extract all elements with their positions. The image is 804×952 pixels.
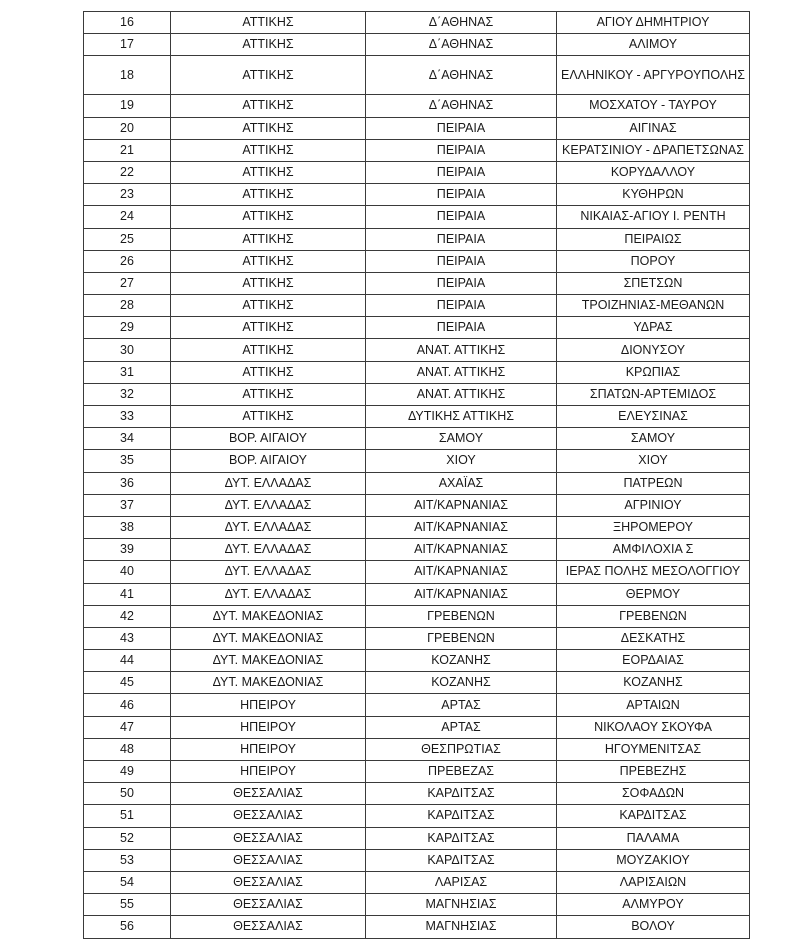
row-number-cell: 16 [84, 12, 171, 34]
region-cell: ΔΥΤ. ΕΛΛΑΔΑΣ [171, 494, 366, 516]
row-number-cell: 42 [84, 605, 171, 627]
regional-unit-cell: ΔΥΤΙΚΗΣ ΑΤΤΙΚΗΣ [366, 406, 557, 428]
regional-unit-cell: ΑΝΑΤ. ΑΤΤΙΚΗΣ [366, 361, 557, 383]
table-row [84, 605, 750, 627]
region-cell: ΔΥΤ. ΕΛΛΑΔΑΣ [171, 472, 366, 494]
table-row [84, 12, 750, 34]
municipality-cell: ΝΙΚΑΙΑΣ-ΑΓΙΟΥ Ι. ΡΕΝΤΗ [557, 206, 750, 228]
regional-unit-cell: ΠΕΙΡΑΙΑ [366, 161, 557, 183]
municipality-cell: ΘΕΡΜΟΥ [557, 583, 750, 605]
regional-unit-cell: ΑΝΑΤ. ΑΤΤΙΚΗΣ [366, 383, 557, 405]
municipalities-table [83, 11, 750, 939]
region-cell: ΔΥΤ. ΕΛΛΑΔΑΣ [171, 583, 366, 605]
table-row [84, 716, 750, 738]
table-row [84, 583, 750, 605]
row-number-cell: 45 [84, 672, 171, 694]
regional-unit-cell: ΜΑΓΝΗΣΙΑΣ [366, 916, 557, 938]
municipality-cell: ΚΑΡΔΙΤΣΑΣ [557, 805, 750, 827]
row-number-cell: 36 [84, 472, 171, 494]
municipality-cell: ΕΛΕΥΣΙΝΑΣ [557, 406, 750, 428]
table-row [84, 650, 750, 672]
region-cell: ΔΥΤ. ΜΑΚΕΔΟΝΙΑΣ [171, 672, 366, 694]
row-number-cell: 54 [84, 871, 171, 893]
row-number-cell: 55 [84, 894, 171, 916]
table-row [84, 694, 750, 716]
table-row [84, 206, 750, 228]
municipality-cell: ΑΙΓΙΝΑΣ [557, 117, 750, 139]
row-number-cell: 27 [84, 272, 171, 294]
regional-unit-cell: Δ΄ΑΘΗΝΑΣ [366, 12, 557, 34]
table-row [84, 450, 750, 472]
region-cell: ΑΤΤΙΚΗΣ [171, 250, 366, 272]
region-cell: ΑΤΤΙΚΗΣ [171, 161, 366, 183]
regional-unit-cell: ΣΑΜΟΥ [366, 428, 557, 450]
municipality-cell: ΕΟΡΔΑΙΑΣ [557, 650, 750, 672]
regional-unit-cell: ΠΕΙΡΑΙΑ [366, 272, 557, 294]
row-number-cell: 35 [84, 450, 171, 472]
regional-unit-cell: ΑΙΤ/ΚΑΡΝΑΝΙΑΣ [366, 583, 557, 605]
municipality-cell: ΒΟΛΟΥ [557, 916, 750, 938]
municipality-cell: ΜΟΣΧΑΤΟΥ - ΤΑΥΡΟΥ [557, 95, 750, 117]
row-number-cell: 17 [84, 34, 171, 56]
regional-unit-cell: ΚΑΡΔΙΤΣΑΣ [366, 849, 557, 871]
row-number-cell: 40 [84, 561, 171, 583]
row-number-cell: 38 [84, 516, 171, 538]
regional-unit-cell: ΠΡΕΒΕΖΑΣ [366, 761, 557, 783]
municipality-cell: ΑΡΤΑΙΩΝ [557, 694, 750, 716]
municipality-cell: ΑΛΜΥΡΟΥ [557, 894, 750, 916]
region-cell: ΔΥΤ. ΕΛΛΑΔΑΣ [171, 539, 366, 561]
regional-unit-cell: ΠΕΙΡΑΙΑ [366, 228, 557, 250]
municipality-cell: ΔΕΣΚΑΤΗΣ [557, 627, 750, 649]
regional-unit-cell: Δ΄ΑΘΗΝΑΣ [366, 34, 557, 56]
regional-unit-cell: ΛΑΡΙΣΑΣ [366, 871, 557, 893]
regional-unit-cell: ΠΕΙΡΑΙΑ [366, 206, 557, 228]
row-number-cell: 46 [84, 694, 171, 716]
row-number-cell: 23 [84, 184, 171, 206]
regional-unit-cell: Δ΄ΑΘΗΝΑΣ [366, 56, 557, 95]
municipality-cell: ΚΟΡΥΔΑΛΛΟΥ [557, 161, 750, 183]
regional-unit-cell: ΑΙΤ/ΚΑΡΝΑΝΙΑΣ [366, 539, 557, 561]
row-number-cell: 22 [84, 161, 171, 183]
region-cell: ΗΠΕΙΡΟΥ [171, 694, 366, 716]
regional-unit-cell: ΑΙΤ/ΚΑΡΝΑΝΙΑΣ [366, 494, 557, 516]
row-number-cell: 41 [84, 583, 171, 605]
table-row [84, 761, 750, 783]
municipality-cell: ΑΓΙΟΥ ΔΗΜΗΤΡΙΟΥ [557, 12, 750, 34]
region-cell: ΑΤΤΙΚΗΣ [171, 117, 366, 139]
region-cell: ΔΥΤ. ΕΛΛΑΔΑΣ [171, 516, 366, 538]
municipality-cell: ΣΠΕΤΣΩΝ [557, 272, 750, 294]
table-row [84, 627, 750, 649]
region-cell: ΘΕΣΣΑΛΙΑΣ [171, 894, 366, 916]
municipality-cell: ΜΟΥΖΑΚΙΟΥ [557, 849, 750, 871]
regional-unit-cell: ΑΝΑΤ. ΑΤΤΙΚΗΣ [366, 339, 557, 361]
municipality-cell: ΠΕΙΡΑΙΩΣ [557, 228, 750, 250]
region-cell: ΔΥΤ. ΜΑΚΕΔΟΝΙΑΣ [171, 605, 366, 627]
regional-unit-cell: ΑΙΤ/ΚΑΡΝΑΝΙΑΣ [366, 561, 557, 583]
municipality-cell: ΗΓΟΥΜΕΝΙΤΣΑΣ [557, 738, 750, 760]
table-row [84, 494, 750, 516]
row-number-cell: 50 [84, 783, 171, 805]
table-row [84, 250, 750, 272]
table-row [84, 827, 750, 849]
municipality-cell: ΠΟΡΟΥ [557, 250, 750, 272]
table-row [84, 34, 750, 56]
municipality-cell: ΤΡΟΙΖΗΝΙΑΣ-ΜΕΘΑΝΩΝ [557, 295, 750, 317]
table-row [84, 317, 750, 339]
regional-unit-cell: ΚΑΡΔΙΤΣΑΣ [366, 783, 557, 805]
regional-unit-cell: ΠΕΙΡΑΙΑ [366, 250, 557, 272]
row-number-cell: 24 [84, 206, 171, 228]
row-number-cell: 28 [84, 295, 171, 317]
region-cell: ΑΤΤΙΚΗΣ [171, 406, 366, 428]
regional-unit-cell: ΑΧΑΪΑΣ [366, 472, 557, 494]
region-cell: ΔΥΤ. ΕΛΛΑΔΑΣ [171, 561, 366, 583]
region-cell: ΗΠΕΙΡΟΥ [171, 716, 366, 738]
municipality-cell: ΚΕΡΑΤΣΙΝΙΟΥ - ΔΡΑΠΕΤΣΩΝΑΣ [557, 139, 750, 161]
municipality-cell: ΚΥΘΗΡΩΝ [557, 184, 750, 206]
row-number-cell: 31 [84, 361, 171, 383]
row-number-cell: 25 [84, 228, 171, 250]
municipality-cell: ΓΡΕΒΕΝΩΝ [557, 605, 750, 627]
region-cell: ΒΟΡ. ΑΙΓΑΙΟΥ [171, 450, 366, 472]
row-number-cell: 34 [84, 428, 171, 450]
row-number-cell: 53 [84, 849, 171, 871]
table-row [84, 56, 750, 95]
region-cell: ΑΤΤΙΚΗΣ [171, 361, 366, 383]
region-cell: ΑΤΤΙΚΗΣ [171, 139, 366, 161]
table-row [84, 672, 750, 694]
table-row [84, 428, 750, 450]
regional-unit-cell: ΓΡΕΒΕΝΩΝ [366, 605, 557, 627]
row-number-cell: 43 [84, 627, 171, 649]
regional-unit-cell: ΚΟΖΑΝΗΣ [366, 672, 557, 694]
municipality-cell: ΔΙΟΝΥΣΟΥ [557, 339, 750, 361]
table-row [84, 339, 750, 361]
region-cell: ΑΤΤΙΚΗΣ [171, 383, 366, 405]
table-row [84, 95, 750, 117]
table-row [84, 117, 750, 139]
table-row [84, 738, 750, 760]
table-row [84, 783, 750, 805]
municipality-cell: ΣΠΑΤΩΝ-ΑΡΤΕΜΙΔΟΣ [557, 383, 750, 405]
region-cell: ΔΥΤ. ΜΑΚΕΔΟΝΙΑΣ [171, 650, 366, 672]
row-number-cell: 52 [84, 827, 171, 849]
regional-unit-cell: ΠΕΙΡΑΙΑ [366, 317, 557, 339]
region-cell: ΘΕΣΣΑΛΙΑΣ [171, 783, 366, 805]
table-row [84, 849, 750, 871]
region-cell: ΒΟΡ. ΑΙΓΑΙΟΥ [171, 428, 366, 450]
row-number-cell: 29 [84, 317, 171, 339]
region-cell: ΑΤΤΙΚΗΣ [171, 272, 366, 294]
municipality-cell: ΚΟΖΑΝΗΣ [557, 672, 750, 694]
row-number-cell: 37 [84, 494, 171, 516]
row-number-cell: 26 [84, 250, 171, 272]
row-number-cell: 49 [84, 761, 171, 783]
region-cell: ΑΤΤΙΚΗΣ [171, 184, 366, 206]
region-cell: ΘΕΣΣΑΛΙΑΣ [171, 871, 366, 893]
table-row [84, 184, 750, 206]
regional-unit-cell: Δ΄ΑΘΗΝΑΣ [366, 95, 557, 117]
table-row [84, 295, 750, 317]
municipality-cell: ΕΛΛΗΝΙΚΟΥ - ΑΡΓΥΡΟΥΠΟΛΗΣ [557, 56, 750, 95]
row-number-cell: 33 [84, 406, 171, 428]
region-cell: ΑΤΤΙΚΗΣ [171, 228, 366, 250]
table-row [84, 161, 750, 183]
table-row [84, 383, 750, 405]
region-cell: ΗΠΕΙΡΟΥ [171, 738, 366, 760]
row-number-cell: 44 [84, 650, 171, 672]
table-row [84, 228, 750, 250]
table-row [84, 805, 750, 827]
regional-unit-cell: ΠΕΙΡΑΙΑ [366, 184, 557, 206]
region-cell: ΑΤΤΙΚΗΣ [171, 206, 366, 228]
regional-unit-cell: ΜΑΓΝΗΣΙΑΣ [366, 894, 557, 916]
region-cell: ΑΤΤΙΚΗΣ [171, 34, 366, 56]
table-body [84, 12, 750, 939]
row-number-cell: 56 [84, 916, 171, 938]
table-row [84, 894, 750, 916]
row-number-cell: 21 [84, 139, 171, 161]
municipality-cell: ΣΟΦΑΔΩΝ [557, 783, 750, 805]
region-cell: ΑΤΤΙΚΗΣ [171, 95, 366, 117]
municipality-cell: ΝΙΚΟΛΑΟΥ ΣΚΟΥΦΑ [557, 716, 750, 738]
municipality-cell: ΑΓΡΙΝΙΟΥ [557, 494, 750, 516]
regional-unit-cell: ΚΑΡΔΙΤΣΑΣ [366, 805, 557, 827]
table-row [84, 871, 750, 893]
municipality-cell: ΑΛΙΜΟΥ [557, 34, 750, 56]
regional-unit-cell: ΠΕΙΡΑΙΑ [366, 295, 557, 317]
regional-unit-cell: ΧΙΟΥ [366, 450, 557, 472]
municipality-cell: ΥΔΡΑΣ [557, 317, 750, 339]
region-cell: ΑΤΤΙΚΗΣ [171, 295, 366, 317]
regional-unit-cell: ΑΙΤ/ΚΑΡΝΑΝΙΑΣ [366, 516, 557, 538]
regional-unit-cell: ΚΟΖΑΝΗΣ [366, 650, 557, 672]
row-number-cell: 19 [84, 95, 171, 117]
row-number-cell: 48 [84, 738, 171, 760]
region-cell: ΘΕΣΣΑΛΙΑΣ [171, 827, 366, 849]
municipality-cell: ΛΑΡΙΣΑΙΩΝ [557, 871, 750, 893]
row-number-cell: 32 [84, 383, 171, 405]
table-row [84, 472, 750, 494]
row-number-cell: 30 [84, 339, 171, 361]
table-row [84, 539, 750, 561]
municipality-cell: ΚΡΩΠΙΑΣ [557, 361, 750, 383]
region-cell: ΔΥΤ. ΜΑΚΕΔΟΝΙΑΣ [171, 627, 366, 649]
municipality-cell: ΙΕΡΑΣ ΠΟΛΗΣ ΜΕΣΟΛΟΓΓΙΟΥ [557, 561, 750, 583]
regional-unit-cell: ΑΡΤΑΣ [366, 716, 557, 738]
row-number-cell: 18 [84, 56, 171, 95]
region-cell: ΗΠΕΙΡΟΥ [171, 761, 366, 783]
region-cell: ΘΕΣΣΑΛΙΑΣ [171, 805, 366, 827]
table-row [84, 916, 750, 938]
municipality-cell: ΠΑΤΡΕΩΝ [557, 472, 750, 494]
table-row [84, 272, 750, 294]
regional-unit-cell: ΠΕΙΡΑΙΑ [366, 117, 557, 139]
municipality-cell: ΧΙΟΥ [557, 450, 750, 472]
municipality-cell: ΠΡΕΒΕΖΗΣ [557, 761, 750, 783]
regional-unit-cell: ΑΡΤΑΣ [366, 694, 557, 716]
regional-unit-cell: ΚΑΡΔΙΤΣΑΣ [366, 827, 557, 849]
row-number-cell: 51 [84, 805, 171, 827]
region-cell: ΑΤΤΙΚΗΣ [171, 12, 366, 34]
row-number-cell: 20 [84, 117, 171, 139]
regional-unit-cell: ΠΕΙΡΑΙΑ [366, 139, 557, 161]
municipality-cell: ΑΜΦΙΛΟΧΙΑ Σ [557, 539, 750, 561]
row-number-cell: 39 [84, 539, 171, 561]
municipality-cell: ΞΗΡΟΜΕΡΟΥ [557, 516, 750, 538]
table-row [84, 561, 750, 583]
region-cell: ΑΤΤΙΚΗΣ [171, 56, 366, 95]
table-row [84, 516, 750, 538]
table-row [84, 139, 750, 161]
regional-unit-cell: ΘΕΣΠΡΩΤΙΑΣ [366, 738, 557, 760]
table-row [84, 361, 750, 383]
region-cell: ΑΤΤΙΚΗΣ [171, 339, 366, 361]
region-cell: ΑΤΤΙΚΗΣ [171, 317, 366, 339]
region-cell: ΘΕΣΣΑΛΙΑΣ [171, 916, 366, 938]
table-row [84, 406, 750, 428]
region-cell: ΘΕΣΣΑΛΙΑΣ [171, 849, 366, 871]
row-number-cell: 47 [84, 716, 171, 738]
municipality-cell: ΠΑΛΑΜΑ [557, 827, 750, 849]
regional-unit-cell: ΓΡΕΒΕΝΩΝ [366, 627, 557, 649]
municipality-cell: ΣΑΜΟΥ [557, 428, 750, 450]
